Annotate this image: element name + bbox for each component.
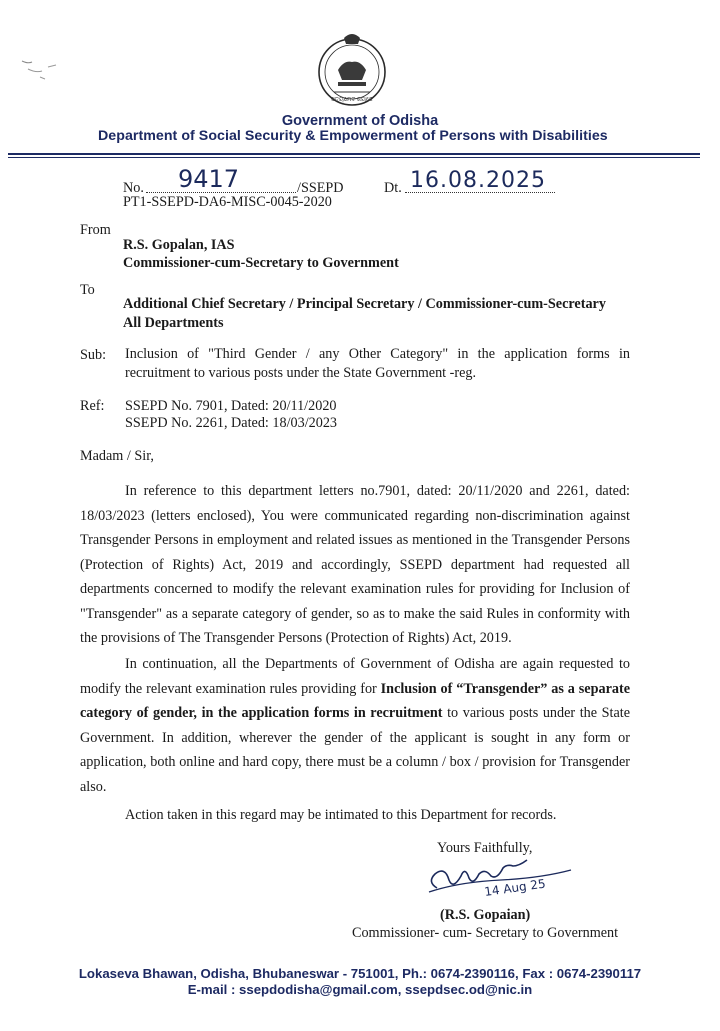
date-label: Dt.: [384, 180, 402, 196]
sender-name: R.S. Gopalan, IAS: [123, 237, 235, 253]
subject-label: Sub:: [80, 347, 107, 363]
emphasis-text: Inclusion of “Transgender” as a separate category of gender, in the application forms in recruitment: [80, 680, 630, 721]
reference-label: Ref:: [80, 398, 105, 414]
government-heading: Government of Odisha: [281, 113, 439, 129]
department-heading: Department of Social Security & Empowerment of Persons with Disabilities: [98, 128, 608, 144]
signatory-name: (R.S. Gopaian): [440, 907, 531, 923]
odisha-state-emblem-icon: [316, 30, 388, 114]
body-paragraph-3: Action taken in this regard may be intimated to this Department for records.: [125, 807, 557, 823]
footer-email: E-mail : ssepdodisha@gmail.com, ssepdsec.od@nic.in: [187, 982, 533, 997]
recipient-line-2: All Departments: [123, 315, 224, 331]
salutation: Madam / Sir,: [80, 448, 154, 464]
to-label: To: [80, 282, 95, 298]
letter-no-suffix: /SSEPD: [297, 180, 344, 196]
file-reference: PT1-SSEPD-DA6-MISC-0045-2020: [123, 194, 332, 210]
header-rule-thin: [8, 157, 700, 158]
signatory-designation: Commissioner- cum- Secretary to Government: [352, 925, 619, 941]
reference-item: SSEPD No. 7901, Dated: 20/11/2020: [125, 398, 337, 414]
subject-text: Inclusion of "Third Gender / any Other Category" in the application forms in recruitment to various posts under the State Government -reg.: [125, 346, 630, 381]
from-label: From: [80, 222, 111, 238]
closing-phrase: Yours Faithfully,: [437, 840, 533, 856]
body-paragraph-2: In continuation, all the Departments of Government of Odisha are again requested to modify the relevant examination rules providing for Inclusion of “Transgender” as a separate category of gender, in the application forms in recruitment to various posts under the State Government. In addition, wherever the gender of the applicant is sought in any form or application, both online and hard copy, there must be a column / box / provision for Transgender also.: [80, 656, 630, 795]
signature-date: 14 Aug 25: [483, 876, 547, 899]
header-rule: [8, 153, 700, 155]
letter-no-value: 9417: [178, 165, 240, 193]
recipient-line-1: Additional Chief Secretary / Principal Secretary / Commissioner-cum-Secretary: [123, 296, 606, 312]
sender-title: Commissioner-cum-Secretary to Government: [123, 255, 399, 271]
reference-item: SSEPD No. 2261, Dated: 18/03/2023: [125, 415, 338, 431]
date-value: 16.08.2025: [410, 168, 546, 193]
body-paragraph-1: In reference to this department letters no.7901, dated: 20/11/2020 and 2261, dated: 18/03/2023 (letters enclosed), You were communicated regarding non-discrimination against Transgender Persons in employment and related issues as mentioned in the Transgender Persons (Protection of Rights) Act, 2019 and accordingly, SSEPD department had requested all departments concerned to modify the relevant examination rules for providing for Inclusion of "Transgender" as a separate category of gender, so as to make the said Rules in conformity with the provisions of The Transgender Persons (Protection of Rights) Act, 2019.: [80, 483, 630, 646]
footer-address: Lokaseva Bhawan, Odisha, Bhubaneswar - 751001, Ph.: 0674-2390116, Fax : 0674-2390117: [78, 966, 642, 981]
emblem-text: ସତ୍ୟମେବ ଜୟତେ: [330, 97, 374, 103]
pen-marks: [18, 55, 68, 85]
signature: [415, 848, 595, 910]
letter-no-label: No.: [123, 180, 144, 196]
